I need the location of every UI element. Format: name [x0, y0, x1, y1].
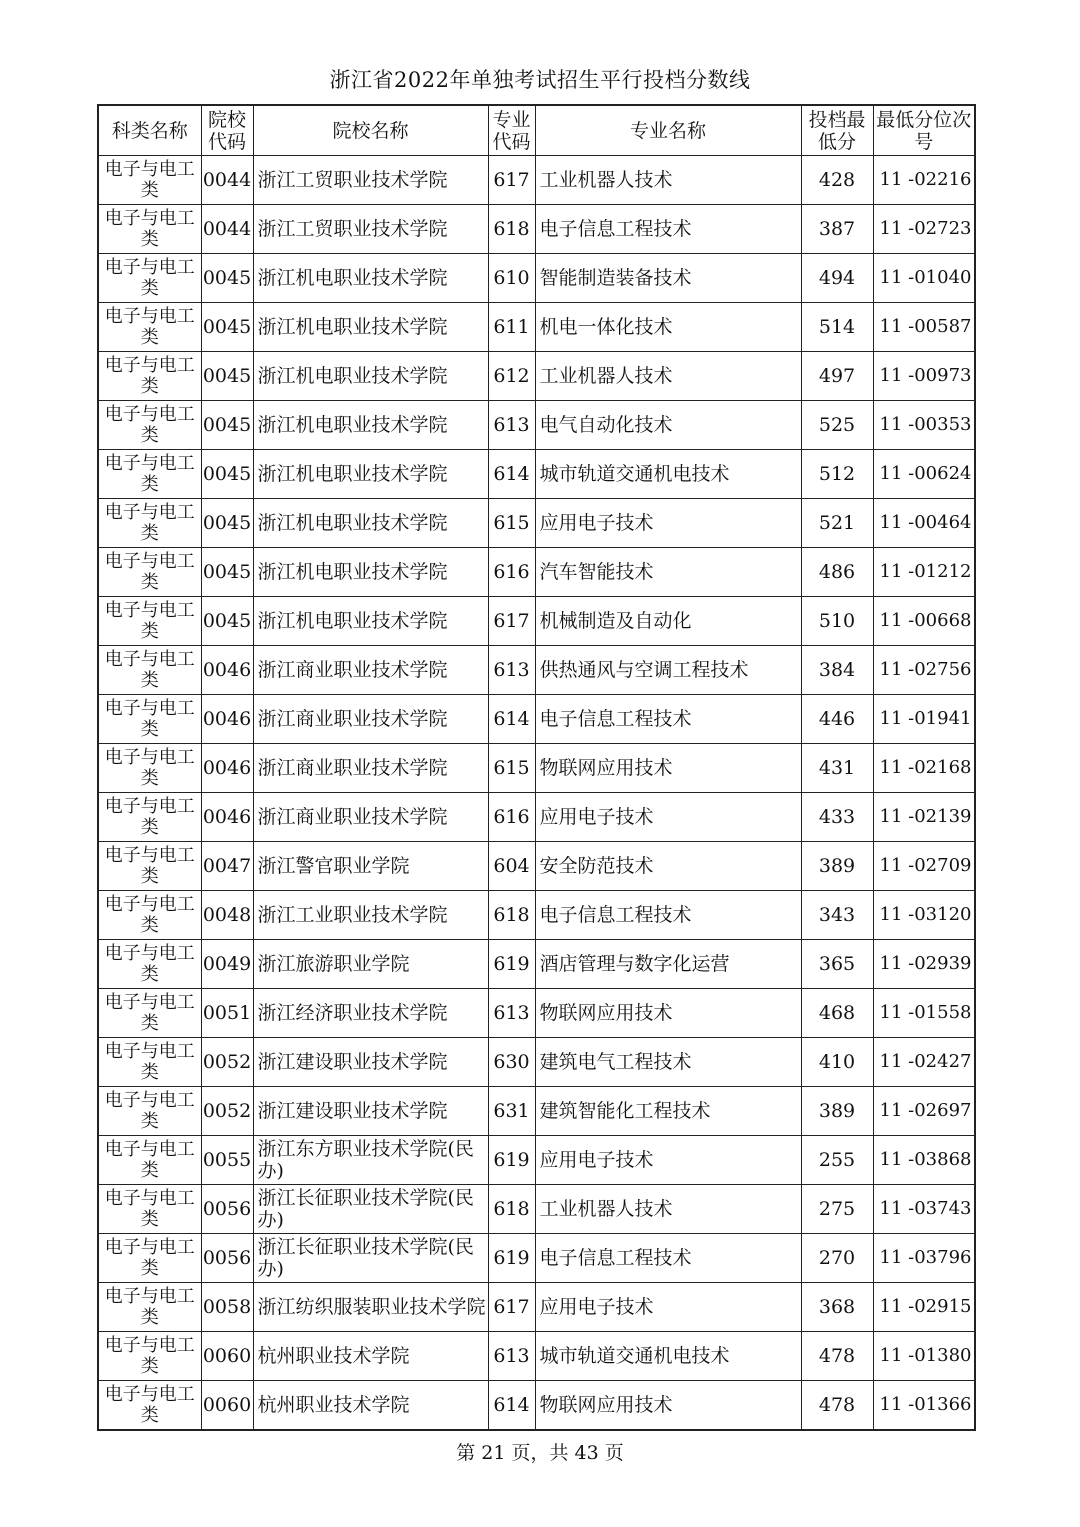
cell-major-code: 619 — [488, 940, 535, 989]
cell-min-rank: 11 -00464 — [873, 499, 975, 548]
cell-min-score: 270 — [801, 1234, 873, 1283]
cell-school-name: 浙江机电职业技术学院 — [253, 450, 488, 499]
cell-major-code: 618 — [488, 205, 535, 254]
cell-school-code: 0055 — [201, 1136, 253, 1185]
table-row — [98, 254, 975, 303]
cell-category: 电子与电工类 — [98, 1283, 201, 1332]
cell-major-code: 615 — [488, 499, 535, 548]
table-row — [98, 597, 975, 646]
cell-major-name: 酒店管理与数字化运营 — [535, 940, 801, 989]
cell-min-score: 433 — [801, 793, 873, 842]
cell-school-name: 浙江机电职业技术学院 — [253, 499, 488, 548]
cell-major-code: 617 — [488, 156, 535, 205]
cell-major-code: 631 — [488, 1087, 535, 1136]
cell-min-rank: 11 -00668 — [873, 597, 975, 646]
cell-category: 电子与电工类 — [98, 1136, 201, 1185]
cell-major-name: 城市轨道交通机电技术 — [535, 450, 801, 499]
cell-major-code: 617 — [488, 597, 535, 646]
cell-min-rank: 11 -02697 — [873, 1087, 975, 1136]
cell-min-score: 275 — [801, 1185, 873, 1234]
cell-major-name: 电子信息工程技术 — [535, 205, 801, 254]
cell-school-name: 浙江商业职业技术学院 — [253, 744, 488, 793]
cell-major-code: 619 — [488, 1136, 535, 1185]
cell-category: 电子与电工类 — [98, 450, 201, 499]
cell-category: 电子与电工类 — [98, 1332, 201, 1381]
cell-school-code: 0058 — [201, 1283, 253, 1332]
table-row — [98, 156, 975, 205]
table-row — [98, 1381, 975, 1431]
cell-school-name: 浙江纺织服装职业技术学院 — [253, 1283, 488, 1332]
table-row — [98, 695, 975, 744]
cell-min-score: 410 — [801, 1038, 873, 1087]
cell-major-name: 物联网应用技术 — [535, 1381, 801, 1431]
cell-major-code: 618 — [488, 891, 535, 940]
cell-school-name: 浙江商业职业技术学院 — [253, 695, 488, 744]
cell-min-score: 494 — [801, 254, 873, 303]
cell-min-score: 478 — [801, 1332, 873, 1381]
cell-min-rank: 11 -01366 — [873, 1381, 975, 1431]
cell-category: 电子与电工类 — [98, 597, 201, 646]
cell-min-score: 510 — [801, 597, 873, 646]
cell-school-code: 0048 — [201, 891, 253, 940]
cell-min-rank: 11 -00353 — [873, 401, 975, 450]
cell-school-code: 0045 — [201, 254, 253, 303]
cell-major-name: 物联网应用技术 — [535, 989, 801, 1038]
cell-school-name: 浙江东方职业技术学院(民办) — [253, 1136, 488, 1185]
cell-min-rank: 11 -01212 — [873, 548, 975, 597]
cell-major-code: 604 — [488, 842, 535, 891]
cell-min-rank: 11 -01941 — [873, 695, 975, 744]
cell-major-name: 机电一体化技术 — [535, 303, 801, 352]
table-row — [98, 1185, 975, 1234]
cell-school-name: 浙江工业职业技术学院 — [253, 891, 488, 940]
cell-min-score: 343 — [801, 891, 873, 940]
cell-min-rank: 11 -03868 — [873, 1136, 975, 1185]
cell-min-score: 384 — [801, 646, 873, 695]
cell-school-name: 浙江机电职业技术学院 — [253, 254, 488, 303]
cell-min-score: 514 — [801, 303, 873, 352]
table-row — [98, 744, 975, 793]
cell-major-code: 619 — [488, 1234, 535, 1283]
cell-min-rank: 11 -01040 — [873, 254, 975, 303]
cell-major-name: 电子信息工程技术 — [535, 695, 801, 744]
cell-school-code: 0056 — [201, 1185, 253, 1234]
cell-school-code: 0045 — [201, 450, 253, 499]
cell-major-name: 工业机器人技术 — [535, 352, 801, 401]
cell-min-score: 446 — [801, 695, 873, 744]
cell-category: 电子与电工类 — [98, 1185, 201, 1234]
cell-school-code: 0046 — [201, 793, 253, 842]
cell-major-code: 610 — [488, 254, 535, 303]
cell-min-rank: 11 -02216 — [873, 156, 975, 205]
cell-major-code: 630 — [488, 1038, 535, 1087]
cell-school-code: 0051 — [201, 989, 253, 1038]
table-row — [98, 1332, 975, 1381]
score-table — [97, 104, 976, 1431]
page-footer: 第 21 页，共 43 页 — [456, 1442, 624, 1464]
cell-min-score: 521 — [801, 499, 873, 548]
cell-min-score: 497 — [801, 352, 873, 401]
cell-school-name: 浙江工贸职业技术学院 — [253, 156, 488, 205]
cell-major-name: 机械制造及自动化 — [535, 597, 801, 646]
cell-school-name: 浙江商业职业技术学院 — [253, 793, 488, 842]
cell-category: 电子与电工类 — [98, 303, 201, 352]
table-row — [98, 352, 975, 401]
cell-school-name: 杭州职业技术学院 — [253, 1332, 488, 1381]
cell-min-rank: 11 -02168 — [873, 744, 975, 793]
cell-major-code: 613 — [488, 989, 535, 1038]
cell-min-rank: 11 -00624 — [873, 450, 975, 499]
cell-school-code: 0056 — [201, 1234, 253, 1283]
cell-min-score: 387 — [801, 205, 873, 254]
table-row — [98, 1234, 975, 1283]
cell-min-score: 478 — [801, 1381, 873, 1431]
cell-category: 电子与电工类 — [98, 793, 201, 842]
cell-school-code: 0060 — [201, 1381, 253, 1431]
cell-major-name: 工业机器人技术 — [535, 1185, 801, 1234]
cell-min-score: 389 — [801, 842, 873, 891]
cell-category: 电子与电工类 — [98, 156, 201, 205]
cell-major-code: 615 — [488, 744, 535, 793]
cell-school-code: 0047 — [201, 842, 253, 891]
cell-category: 电子与电工类 — [98, 940, 201, 989]
table-row — [98, 793, 975, 842]
cell-school-name: 浙江经济职业技术学院 — [253, 989, 488, 1038]
cell-school-name: 浙江长征职业技术学院(民办) — [253, 1185, 488, 1234]
cell-school-name: 浙江警官职业学院 — [253, 842, 488, 891]
cell-category: 电子与电工类 — [98, 891, 201, 940]
table-row — [98, 646, 975, 695]
cell-school-code: 0045 — [201, 352, 253, 401]
cell-major-code: 616 — [488, 548, 535, 597]
cell-school-name: 浙江机电职业技术学院 — [253, 401, 488, 450]
cell-school-code: 0045 — [201, 303, 253, 352]
header-min-rank: 最低分位次号 — [873, 105, 975, 156]
cell-category: 电子与电工类 — [98, 1087, 201, 1136]
cell-min-rank: 11 -02915 — [873, 1283, 975, 1332]
cell-category: 电子与电工类 — [98, 989, 201, 1038]
cell-major-name: 智能制造装备技术 — [535, 254, 801, 303]
cell-major-name: 工业机器人技术 — [535, 156, 801, 205]
cell-category: 电子与电工类 — [98, 205, 201, 254]
cell-major-code: 616 — [488, 793, 535, 842]
cell-school-code: 0046 — [201, 646, 253, 695]
cell-school-name: 浙江机电职业技术学院 — [253, 597, 488, 646]
header-school-name: 院校名称 — [253, 105, 488, 156]
cell-school-code: 0052 — [201, 1038, 253, 1087]
cell-min-rank: 11 -02139 — [873, 793, 975, 842]
cell-major-code: 617 — [488, 1283, 535, 1332]
table-row — [98, 989, 975, 1038]
cell-category: 电子与电工类 — [98, 695, 201, 744]
table-row — [98, 940, 975, 989]
table-row — [98, 548, 975, 597]
cell-major-name: 电子信息工程技术 — [535, 1234, 801, 1283]
cell-school-name: 浙江机电职业技术学院 — [253, 303, 488, 352]
cell-major-name: 城市轨道交通机电技术 — [535, 1332, 801, 1381]
table-row — [98, 401, 975, 450]
cell-min-rank: 11 -01380 — [873, 1332, 975, 1381]
cell-category: 电子与电工类 — [98, 744, 201, 793]
header-major-code: 专业代码 — [488, 105, 535, 156]
cell-major-code: 611 — [488, 303, 535, 352]
cell-major-name: 应用电子技术 — [535, 1283, 801, 1332]
cell-major-name: 建筑电气工程技术 — [535, 1038, 801, 1087]
cell-school-name: 浙江机电职业技术学院 — [253, 548, 488, 597]
cell-min-score: 525 — [801, 401, 873, 450]
table-row — [98, 1038, 975, 1087]
cell-category: 电子与电工类 — [98, 254, 201, 303]
cell-major-name: 建筑智能化工程技术 — [535, 1087, 801, 1136]
cell-category: 电子与电工类 — [98, 548, 201, 597]
cell-min-rank: 11 -02709 — [873, 842, 975, 891]
cell-min-rank: 11 -02756 — [873, 646, 975, 695]
cell-min-rank: 11 -00587 — [873, 303, 975, 352]
header-major-name: 专业名称 — [535, 105, 801, 156]
cell-major-name: 供热通风与空调工程技术 — [535, 646, 801, 695]
cell-category: 电子与电工类 — [98, 646, 201, 695]
cell-school-name: 浙江旅游职业学院 — [253, 940, 488, 989]
table-row — [98, 891, 975, 940]
cell-major-name: 汽车智能技术 — [535, 548, 801, 597]
cell-school-code: 0044 — [201, 156, 253, 205]
cell-major-code: 618 — [488, 1185, 535, 1234]
cell-school-code: 0045 — [201, 597, 253, 646]
cell-school-code: 0044 — [201, 205, 253, 254]
cell-major-name: 电气自动化技术 — [535, 401, 801, 450]
cell-min-rank: 11 -02939 — [873, 940, 975, 989]
table-row — [98, 303, 975, 352]
cell-major-name: 安全防范技术 — [535, 842, 801, 891]
cell-min-rank: 11 -03743 — [873, 1185, 975, 1234]
cell-category: 电子与电工类 — [98, 1381, 201, 1431]
cell-major-name: 应用电子技术 — [535, 1136, 801, 1185]
cell-min-score: 365 — [801, 940, 873, 989]
table-header — [98, 105, 975, 156]
cell-min-score: 486 — [801, 548, 873, 597]
cell-major-code: 612 — [488, 352, 535, 401]
cell-min-score: 428 — [801, 156, 873, 205]
cell-school-code: 0046 — [201, 744, 253, 793]
table-row — [98, 450, 975, 499]
cell-school-code: 0052 — [201, 1087, 253, 1136]
cell-min-score: 431 — [801, 744, 873, 793]
table-row — [98, 205, 975, 254]
cell-category: 电子与电工类 — [98, 401, 201, 450]
header-category: 科类名称 — [98, 105, 201, 156]
cell-major-name: 应用电子技术 — [535, 793, 801, 842]
cell-major-name: 应用电子技术 — [535, 499, 801, 548]
cell-min-rank: 11 -00973 — [873, 352, 975, 401]
cell-category: 电子与电工类 — [98, 1038, 201, 1087]
table-row — [98, 1136, 975, 1185]
cell-major-name: 物联网应用技术 — [535, 744, 801, 793]
cell-min-rank: 11 -02723 — [873, 205, 975, 254]
cell-school-code: 0045 — [201, 401, 253, 450]
table-row — [98, 842, 975, 891]
cell-major-code: 613 — [488, 1332, 535, 1381]
cell-min-rank: 11 -01558 — [873, 989, 975, 1038]
cell-school-name: 浙江长征职业技术学院(民办) — [253, 1234, 488, 1283]
cell-school-code: 0046 — [201, 695, 253, 744]
cell-category: 电子与电工类 — [98, 352, 201, 401]
table-row — [98, 499, 975, 548]
page-title: 浙江省2022年单独考试招生平行投档分数线 — [329, 68, 751, 92]
cell-major-code: 614 — [488, 695, 535, 744]
table-row — [98, 1087, 975, 1136]
cell-category: 电子与电工类 — [98, 1234, 201, 1283]
cell-school-name: 浙江建设职业技术学院 — [253, 1038, 488, 1087]
cell-min-score: 512 — [801, 450, 873, 499]
header-min-score: 投档最低分 — [801, 105, 873, 156]
cell-school-name: 杭州职业技术学院 — [253, 1381, 488, 1431]
header-school-code: 院校代码 — [201, 105, 253, 156]
cell-school-name: 浙江建设职业技术学院 — [253, 1087, 488, 1136]
cell-min-score: 468 — [801, 989, 873, 1038]
cell-major-code: 614 — [488, 450, 535, 499]
cell-min-score: 389 — [801, 1087, 873, 1136]
cell-school-code: 0045 — [201, 499, 253, 548]
cell-school-name: 浙江工贸职业技术学院 — [253, 205, 488, 254]
cell-min-score: 368 — [801, 1283, 873, 1332]
table-row — [98, 1283, 975, 1332]
table-body — [98, 156, 975, 1431]
cell-school-code: 0045 — [201, 548, 253, 597]
cell-min-score: 255 — [801, 1136, 873, 1185]
cell-school-name: 浙江商业职业技术学院 — [253, 646, 488, 695]
cell-category: 电子与电工类 — [98, 499, 201, 548]
cell-school-name: 浙江机电职业技术学院 — [253, 352, 488, 401]
cell-min-rank: 11 -03120 — [873, 891, 975, 940]
cell-category: 电子与电工类 — [98, 842, 201, 891]
cell-min-rank: 11 -03796 — [873, 1234, 975, 1283]
cell-school-code: 0049 — [201, 940, 253, 989]
cell-major-code: 613 — [488, 401, 535, 450]
cell-school-code: 0060 — [201, 1332, 253, 1381]
cell-major-code: 613 — [488, 646, 535, 695]
cell-min-rank: 11 -02427 — [873, 1038, 975, 1087]
cell-major-code: 614 — [488, 1381, 535, 1431]
cell-major-name: 电子信息工程技术 — [535, 891, 801, 940]
